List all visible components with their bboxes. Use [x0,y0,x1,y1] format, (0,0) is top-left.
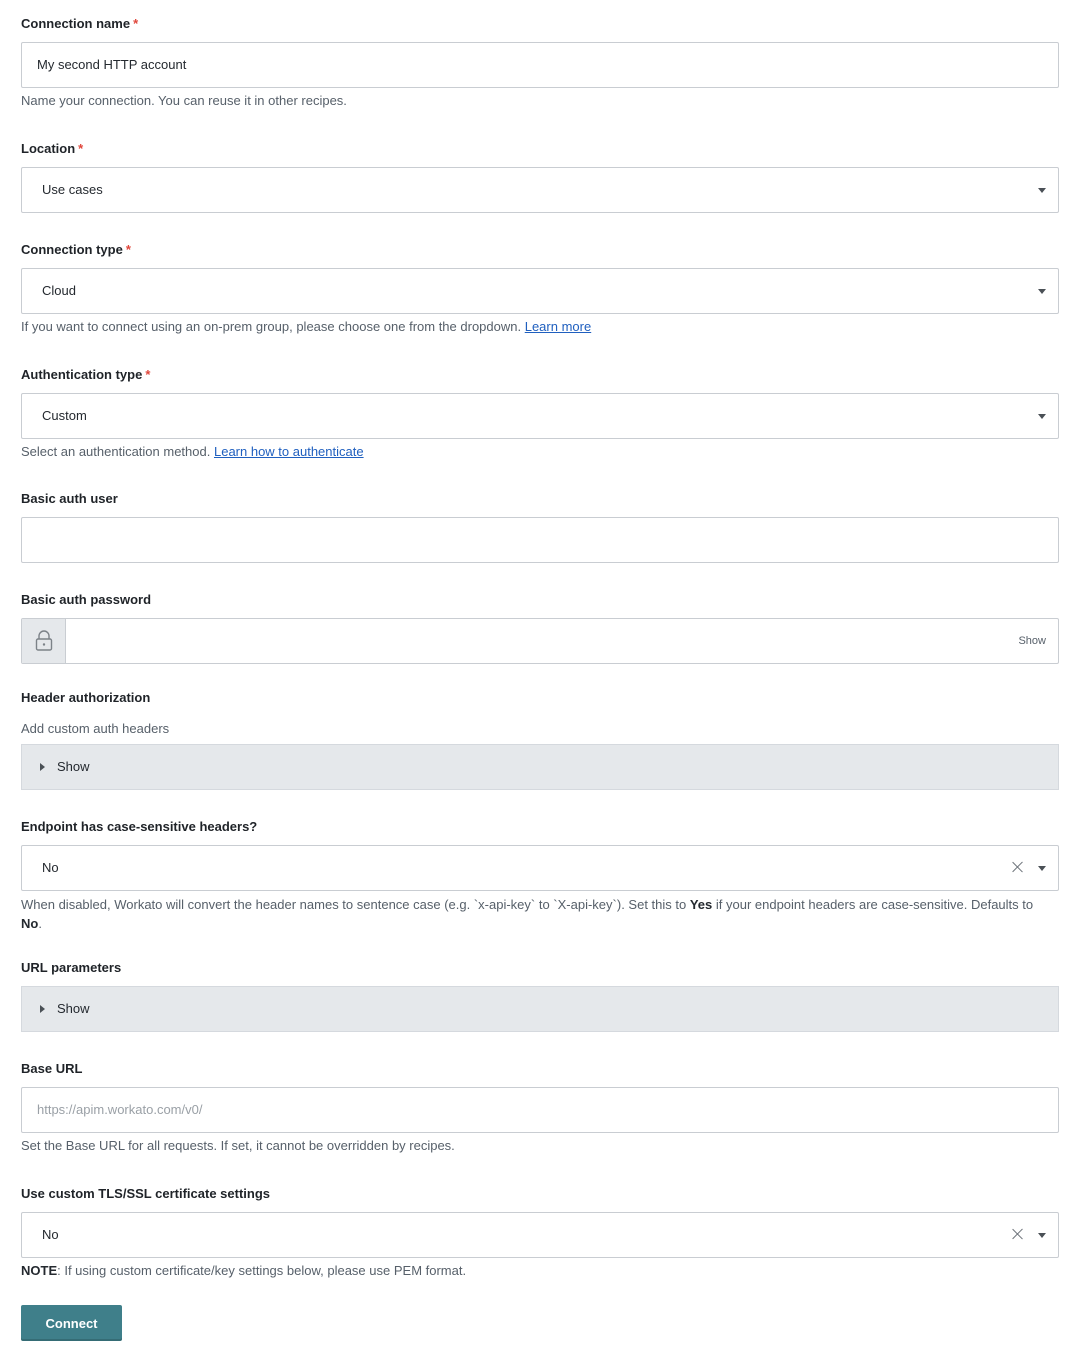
auth-type-value: Custom [42,408,87,423]
chevron-down-icon[interactable] [1038,188,1046,193]
chevron-down-icon[interactable] [1038,1233,1046,1238]
auth-type-label-text: Authentication type [21,367,143,382]
lock-icon-box [22,619,66,663]
connection-name-label [21,15,138,33]
base-url-label: Base URL [21,1061,83,1076]
auth-type-hint-text: Select an authentication method. [21,444,211,459]
required-mark: * [133,16,139,31]
basic-auth-password-label: Basic auth password [21,592,152,607]
tls-settings-note [21,1262,466,1280]
note-bold: NOTE [21,1263,58,1278]
connection-name-input[interactable] [21,42,1059,88]
clear-icon[interactable] [1012,861,1024,873]
caret-right-icon [40,763,45,771]
hint-bold-yes: Yes [689,897,713,912]
base-url-placeholder: https://apim.workato.com/v0/ [37,1102,203,1117]
header-authorization-sublabel: Add custom auth headers [21,721,170,736]
tls-settings-label: Use custom TLS/SSL certificate settings [21,1186,270,1201]
basic-auth-user-input[interactable] [21,517,1059,563]
hint-bold-no: No [21,916,39,931]
connection-name-label-text: Connection name [21,16,131,31]
note-text: : If using custom certificate/key settings below, please use PEM format. [57,1263,467,1278]
url-parameters-label: URL parameters [21,960,122,975]
case-sensitive-headers-value: No [42,860,59,875]
required-mark: * [125,242,131,257]
connection-type-hint [21,318,591,336]
case-sensitive-headers-select[interactable] [21,845,1059,891]
header-authorization-label: Header authorization [21,690,151,705]
connection-type-hint-text: If you want to connect using an on-prem group, please choose one from the dropdown. [21,319,522,334]
learn-more-link[interactable]: Learn more [524,319,592,334]
tls-settings-value: No [42,1227,59,1242]
chevron-down-icon[interactable] [1038,289,1046,294]
location-value: Use cases [42,182,103,197]
url-parameters-toggle[interactable] [21,986,1059,1032]
base-url-hint: Set the Base URL for all requests. If set, it cannot be overridden by recipes. [21,1138,455,1153]
connection-name-hint: Name your connection. You can reuse it in other recipes. [21,93,347,108]
chevron-down-icon[interactable] [1038,866,1046,871]
basic-auth-user-label: Basic auth user [21,491,118,506]
auth-type-select[interactable] [21,393,1059,439]
lock-icon [34,629,54,653]
base-url-input[interactable] [21,1087,1059,1133]
connection-name-value: My second HTTP account [37,57,187,72]
auth-type-label [21,366,150,384]
location-select[interactable] [21,167,1059,213]
connect-button[interactable]: Connect [21,1305,122,1341]
header-authorization-toggle-label: Show [57,759,90,774]
case-sensitive-headers-label: Endpoint has case-sensitive headers? [21,819,258,834]
case-sensitive-headers-hint [21,895,1057,933]
hint-text: When disabled, Workato will convert the header names to sentence case (e.g. `x-api-key` to `X-api-key`). Set this to [21,897,690,912]
url-parameters-toggle-label: Show [57,1001,90,1016]
connection-type-label [21,241,131,259]
location-label-text: Location [21,141,76,156]
auth-type-hint [21,443,364,461]
connection-type-label-text: Connection type [21,242,123,257]
hint-text: if your endpoint headers are case-sensitive. Defaults to [712,897,1034,912]
basic-auth-password-input[interactable] [21,618,1059,664]
required-mark: * [78,141,84,156]
chevron-down-icon[interactable] [1038,414,1046,419]
location-label [21,140,83,158]
clear-icon[interactable] [1012,1228,1024,1240]
tls-settings-select[interactable] [21,1212,1059,1258]
connection-type-select[interactable] [21,268,1059,314]
show-password-toggle[interactable]: Show [1018,635,1046,647]
learn-how-to-authenticate-link[interactable]: Learn how to authenticate [213,444,364,459]
connection-type-value: Cloud [42,283,76,298]
hint-text: . [38,916,42,931]
caret-right-icon [40,1005,45,1013]
header-authorization-toggle[interactable] [21,744,1059,790]
required-mark: * [145,367,151,382]
